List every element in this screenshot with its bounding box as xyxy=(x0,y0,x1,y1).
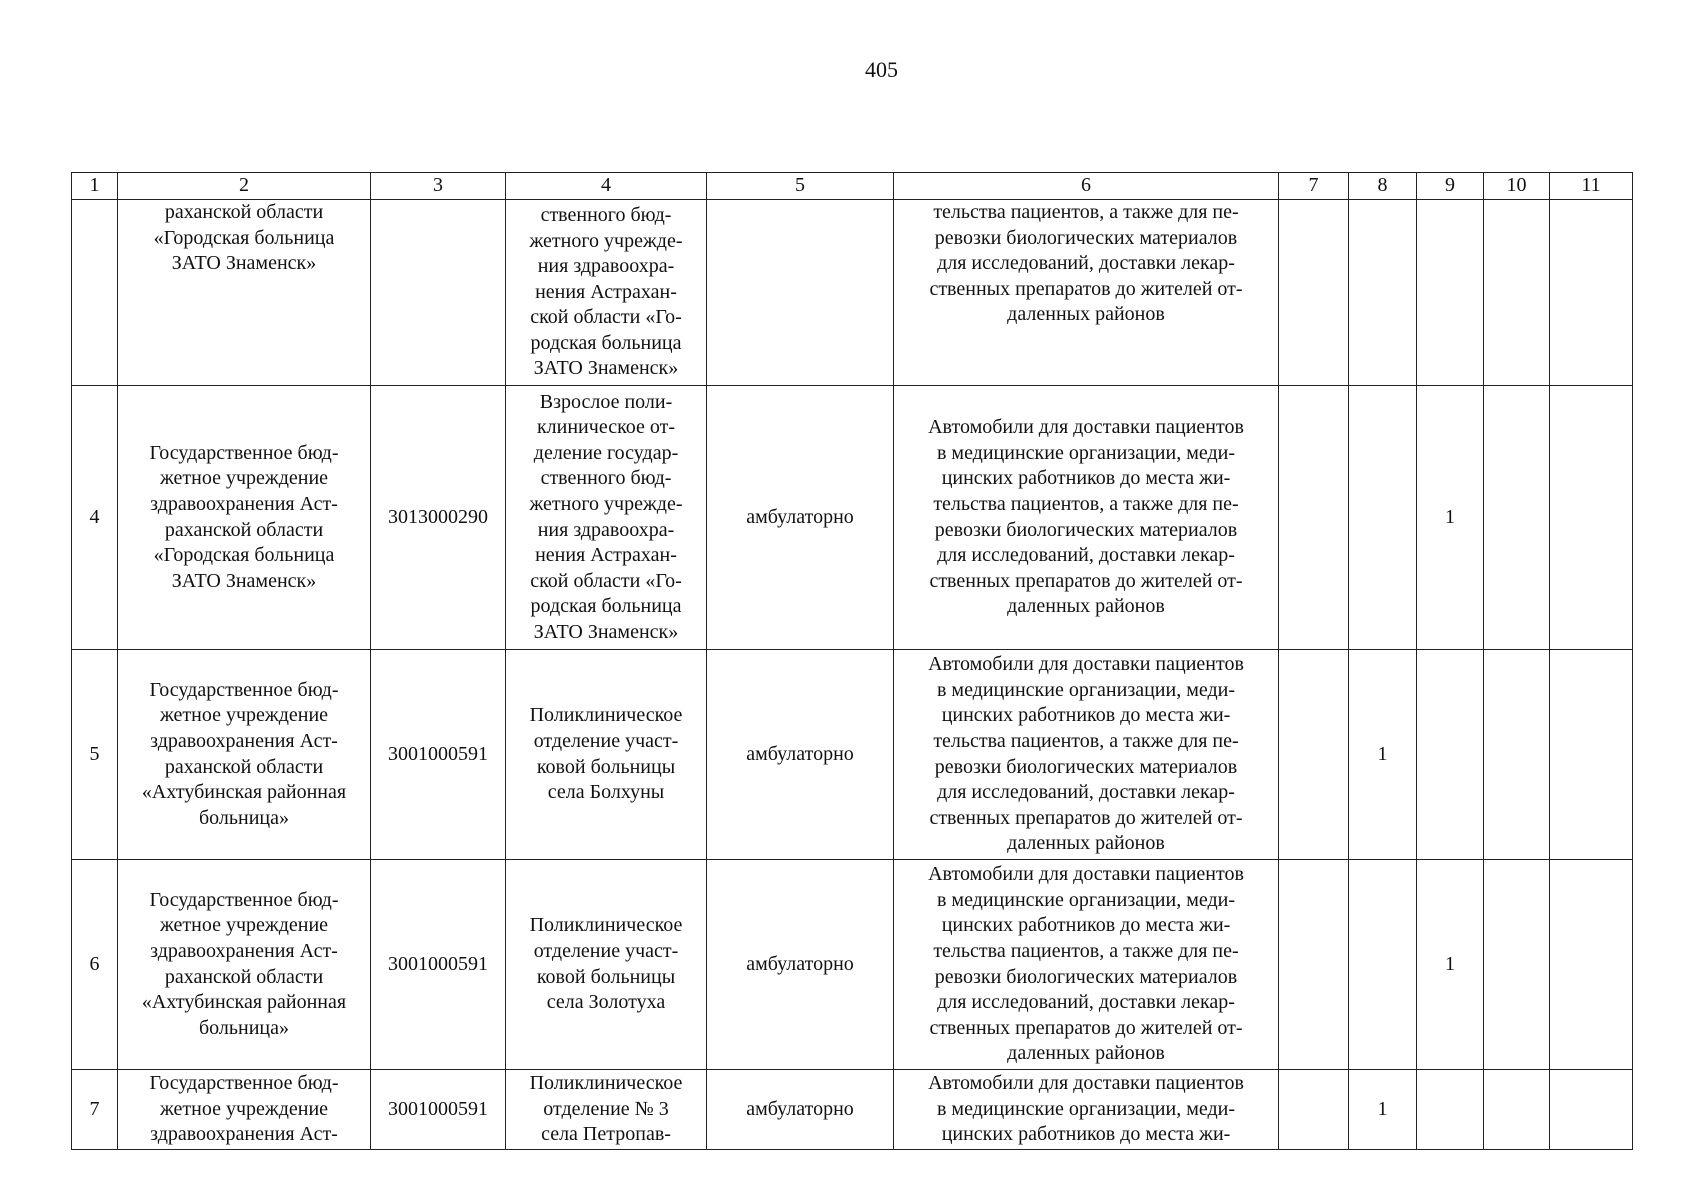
code-cell: 3013000290 xyxy=(371,386,506,650)
col7-cell xyxy=(1279,386,1349,650)
unit-line: ЗАТО Знаменск» xyxy=(533,357,679,380)
purpose-cell xyxy=(894,860,1279,1070)
conditions-cell: амбулаторно xyxy=(707,1070,894,1150)
purpose-line: в медицинские организации, меди- xyxy=(936,888,1236,911)
conditions-cell: амбулаторно xyxy=(707,860,894,1070)
organization-line: здравоохранения Аст- xyxy=(150,939,338,962)
purpose-cell xyxy=(894,650,1279,860)
organization-line: жетное учреждение xyxy=(159,1097,329,1120)
purpose-line: ственных препаратов до жителей от- xyxy=(929,806,1243,829)
column-header: 9 xyxy=(1417,173,1484,200)
unit-line: ковой больницы xyxy=(536,965,676,988)
organization-line: ЗАТО Знаменск» xyxy=(171,252,317,275)
purpose-line: Автомобили для доставки пациентов xyxy=(928,653,1244,676)
unit-line: отделение № 3 xyxy=(543,1097,669,1120)
col10-cell xyxy=(1484,200,1550,386)
organization-line: больница» xyxy=(199,1016,289,1039)
conditions-cell: амбулаторно xyxy=(707,650,894,860)
purpose-line: даленных районов xyxy=(1007,595,1165,618)
unit-line: родская больница xyxy=(530,331,682,354)
purpose-line: ревозки биологических материалов xyxy=(934,965,1238,988)
unit-line: нения Астрахан- xyxy=(535,280,677,303)
unit-line: жетного учрежде- xyxy=(529,229,683,252)
col10-cell xyxy=(1484,386,1550,650)
col7-cell xyxy=(1279,860,1349,1070)
col10-cell xyxy=(1484,1070,1550,1150)
organization-cell xyxy=(118,1070,371,1150)
unit-line: Поликлиническое xyxy=(529,1072,683,1095)
organization-line: жетное учреждение xyxy=(159,704,329,727)
col7-cell xyxy=(1279,200,1349,386)
table-row xyxy=(72,1070,1633,1150)
unit-cell xyxy=(506,650,707,860)
purpose-line: ственных препаратов до жителей от- xyxy=(929,569,1243,592)
unit-line: отделение участ- xyxy=(533,939,679,962)
organization-line: ЗАТО Знаменск» xyxy=(171,569,317,592)
unit-line: отделение участ- xyxy=(533,729,679,752)
purpose-line: тельства пациентов, а также для пе- xyxy=(933,939,1239,962)
col10-cell xyxy=(1484,860,1550,1070)
organization-line: больница» xyxy=(199,806,289,829)
organization-line: Государственное бюд- xyxy=(149,678,339,701)
col11-cell xyxy=(1550,650,1633,860)
conditions-cell: амбулаторно xyxy=(707,386,894,650)
column-header: 3 xyxy=(371,173,506,200)
unit-line: деление государ- xyxy=(533,441,679,464)
organization-line: «Ахтубинская районная xyxy=(141,991,347,1014)
purpose-cell xyxy=(894,386,1279,650)
purpose-line: тельства пациентов, а также для пе- xyxy=(933,201,1239,223)
unit-cell xyxy=(506,386,707,650)
row-number-cell: 6 xyxy=(72,860,118,1070)
purpose-line: цинских работников до места жи- xyxy=(941,1123,1231,1146)
organization-cell xyxy=(118,650,371,860)
organization-line: «Городская больница xyxy=(153,544,335,567)
organization-line: Государственное бюд- xyxy=(149,888,339,911)
purpose-line: Автомобили для доставки пациентов xyxy=(928,863,1244,886)
col7-cell xyxy=(1279,1070,1349,1150)
column-header: 4 xyxy=(506,173,707,200)
unit-line: ской области «Го- xyxy=(530,306,682,329)
row-number-cell xyxy=(72,200,118,386)
purpose-line: для исследований, доставки лекар- xyxy=(937,991,1235,1014)
purpose-line: даленных районов xyxy=(1007,303,1165,326)
unit-line: села Золотуха xyxy=(546,991,666,1014)
purpose-line: в медицинские организации, меди- xyxy=(936,441,1236,464)
unit-line: Взрослое поли- xyxy=(539,390,673,413)
purpose-line: в медицинские организации, меди- xyxy=(936,678,1236,701)
purpose-line: цинских работников до места жи- xyxy=(941,704,1231,727)
purpose-line: даленных районов xyxy=(1007,1042,1165,1065)
organization-line: Государственное бюд- xyxy=(149,1072,339,1095)
table-body xyxy=(72,200,1633,1150)
unit-line: ния здравоохра- xyxy=(537,518,675,541)
unit-line: ЗАТО Знаменск» xyxy=(533,620,679,643)
organization-line: раханской области xyxy=(164,755,324,778)
organization-line: жетное учреждение xyxy=(159,467,329,490)
code-cell xyxy=(371,200,506,386)
organization-cell xyxy=(118,860,371,1070)
organization-line: раханской области xyxy=(164,201,324,223)
purpose-line: ревозки биологических материалов xyxy=(934,226,1238,249)
purpose-line: цинских работников до места жи- xyxy=(941,914,1231,937)
purpose-line: для исследований, доставки лекар- xyxy=(937,544,1235,567)
unit-cell xyxy=(506,200,707,386)
row-number-cell: 7 xyxy=(72,1070,118,1150)
organization-line: здравоохранения Аст- xyxy=(150,492,338,515)
table-row xyxy=(72,200,1633,386)
col11-cell xyxy=(1550,1070,1633,1150)
unit-line: ственного бюд- xyxy=(540,467,672,490)
col9-cell xyxy=(1417,1070,1484,1150)
col11-cell xyxy=(1550,386,1633,650)
table-row xyxy=(72,860,1633,1070)
col8-cell xyxy=(1349,386,1417,650)
purpose-line: для исследований, доставки лекар- xyxy=(937,252,1235,275)
unit-line: села Петропав- xyxy=(541,1123,671,1146)
purpose-line: в медицинские организации, меди- xyxy=(936,1097,1236,1120)
unit-cell xyxy=(506,860,707,1070)
column-header: 8 xyxy=(1349,173,1417,200)
col10-cell xyxy=(1484,650,1550,860)
col9-cell xyxy=(1417,200,1484,386)
unit-cell xyxy=(506,1070,707,1150)
column-header: 6 xyxy=(894,173,1279,200)
column-header: 2 xyxy=(118,173,371,200)
conditions-cell xyxy=(707,200,894,386)
col9-cell: 1 xyxy=(1417,386,1484,650)
purpose-line: ственных препаратов до жителей от- xyxy=(929,277,1243,300)
organization-line: «Городская больница xyxy=(153,226,335,249)
column-header: 1 xyxy=(72,173,118,200)
organization-line: жетное учреждение xyxy=(159,914,329,937)
col7-cell xyxy=(1279,650,1349,860)
organization-line: раханской области xyxy=(164,965,324,988)
col11-cell xyxy=(1550,200,1633,386)
col9-cell: 1 xyxy=(1417,860,1484,1070)
organization-cell xyxy=(118,200,371,386)
unit-line: ния здравоохра- xyxy=(537,255,675,278)
unit-line: ственного бюд- xyxy=(540,203,672,226)
code-cell: 3001000591 xyxy=(371,650,506,860)
column-number-header-row xyxy=(72,173,1633,200)
col11-cell xyxy=(1550,860,1633,1070)
purpose-line: даленных районов xyxy=(1007,832,1165,855)
row-number-cell: 5 xyxy=(72,650,118,860)
purpose-line: цинских работников до места жи- xyxy=(941,467,1231,490)
unit-line: села Болхуны xyxy=(547,781,665,804)
purpose-line: ревозки биологических материалов xyxy=(934,518,1238,541)
table-row xyxy=(72,386,1633,650)
organization-line: здравоохранения Аст- xyxy=(150,729,338,752)
unit-line: Поликлиническое xyxy=(529,914,683,937)
col8-cell: 1 xyxy=(1349,1070,1417,1150)
col8-cell xyxy=(1349,200,1417,386)
unit-line: жетного учрежде- xyxy=(529,492,683,515)
col8-cell: 1 xyxy=(1349,650,1417,860)
purpose-cell xyxy=(894,1070,1279,1150)
row-number-cell: 4 xyxy=(72,386,118,650)
purpose-line: ственных препаратов до жителей от- xyxy=(929,1016,1243,1039)
table-row xyxy=(72,650,1633,860)
page-number: 405 xyxy=(865,57,898,82)
unit-line: нения Астрахан- xyxy=(535,544,677,567)
organization-line: раханской области xyxy=(164,518,324,541)
purpose-line: Автомобили для доставки пациентов xyxy=(928,416,1244,439)
purpose-line: Автомобили для доставки пациентов xyxy=(928,1072,1244,1095)
purpose-line: ревозки биологических материалов xyxy=(934,755,1238,778)
purpose-line: тельства пациентов, а также для пе- xyxy=(933,492,1239,515)
organization-line: Государственное бюд- xyxy=(149,441,339,464)
column-header: 10 xyxy=(1484,173,1550,200)
unit-line: ковой больницы xyxy=(536,755,676,778)
organization-line: «Ахтубинская районная xyxy=(141,781,347,804)
unit-line: Поликлиническое xyxy=(529,704,683,727)
purpose-line: для исследований, доставки лекар- xyxy=(937,781,1235,804)
col8-cell xyxy=(1349,860,1417,1070)
column-header: 7 xyxy=(1279,173,1349,200)
unit-line: родская больница xyxy=(530,595,682,618)
purpose-line: тельства пациентов, а также для пе- xyxy=(933,729,1239,752)
col9-cell xyxy=(1417,650,1484,860)
document-table xyxy=(71,172,1633,1150)
organization-line: здравоохранения Аст- xyxy=(150,1123,338,1146)
column-header: 11 xyxy=(1550,173,1633,200)
unit-line: ской области «Го- xyxy=(530,569,682,592)
unit-line: клиническое от- xyxy=(536,416,676,439)
purpose-cell xyxy=(894,200,1279,386)
code-cell: 3001000591 xyxy=(371,860,506,1070)
code-cell: 3001000591 xyxy=(371,1070,506,1150)
column-header: 5 xyxy=(707,173,894,200)
organization-cell xyxy=(118,386,371,650)
